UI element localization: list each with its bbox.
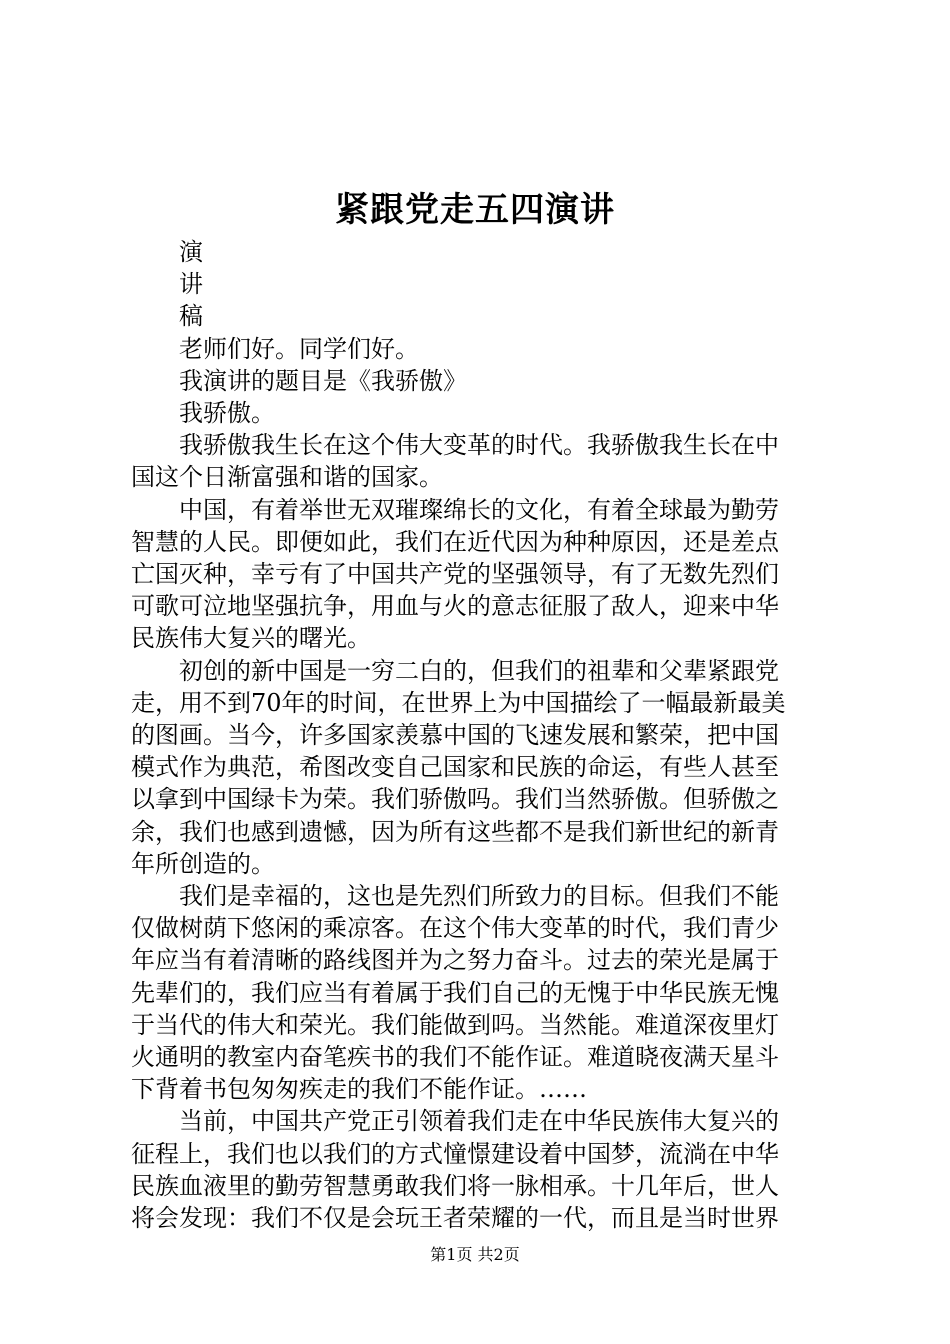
text-line: 我演讲的题目是《我骄傲》: [179, 366, 467, 395]
paragraph-era: [131, 429, 831, 493]
text-line: 我骄傲。: [179, 399, 275, 428]
paragraph-china: [131, 494, 831, 655]
text-line: 走，用不到70年的时间，在世界上为中国描绘了一幅最新最美: [131, 688, 786, 717]
text-line: 民族血液里的勤劳智慧勇敢我们将一脉相承。十几年后，世人: [131, 1171, 779, 1200]
text-line: 讲: [179, 270, 203, 299]
text-line: 年应当有着清晰的路线图并为之努力奋斗。过去的荣光是属于: [131, 946, 779, 975]
text-line: 于当代的伟大和荣光。我们能做到吗。当然能。难道深夜里灯: [131, 1010, 779, 1039]
text-line: 我骄傲我生长在这个伟大变革的时代。我骄傲我生长在中: [179, 431, 779, 460]
text-line: 仅做树荫下悠闲的乘凉客。在这个伟大变革的时代，我们青少: [131, 914, 779, 943]
text-line: 下背着书包匆匆疾走的我们不能作证。……: [131, 1075, 587, 1104]
text-line: 可歌可泣地坚强抗争，用血与火的意志征服了敌人，迎来中华: [131, 592, 779, 621]
text-line: 我们是幸福的，这也是先烈们所致力的目标。但我们不能: [179, 882, 779, 911]
greeting-paragraph: [131, 333, 831, 365]
text-line: 老师们好。同学们好。: [179, 334, 419, 363]
paragraph-new-china: [131, 655, 831, 880]
text-line: 亡国灭种，幸亏有了中国共产党的坚强领导，有了无数先烈们: [131, 560, 779, 589]
page-title: 紧跟党走五四演讲: [335, 190, 615, 230]
paragraph-1: [131, 236, 831, 268]
paragraph-2: [131, 268, 831, 300]
text-line: 初创的新中国是一穷二白的，但我们的祖辈和父辈紧跟党: [179, 656, 779, 685]
paragraph-3: [131, 300, 831, 332]
text-line: 演: [179, 238, 203, 266]
topic-paragraph: [131, 365, 831, 397]
text-line: 模式作为典范，希图改变自己国家和民族的命运，有些人甚至: [131, 753, 779, 782]
paragraph-proud: [131, 397, 831, 429]
text-line: 年所创造的。: [131, 849, 275, 878]
text-line: 先辈们的，我们应当有着属于我们自己的无愧于中华民族无愧: [131, 978, 779, 1007]
text-line: 的图画。当今，许多国家羡慕中国的飞速发展和繁荣，把中国: [131, 721, 779, 750]
text-line: 国这个日渐富强和谐的国家。: [131, 463, 443, 492]
text-line: 余，我们也感到遗憾，因为所有这些都不是我们新世纪的新青: [131, 817, 779, 846]
text-line: 民族伟大复兴的曙光。: [131, 624, 371, 653]
page-number-footer: 第1页 共2页: [430, 1245, 520, 1264]
paragraph-happiness: [131, 880, 831, 1105]
text-line: 智慧的人民。即便如此，我们在近代因为种种原因，还是差点: [131, 527, 779, 556]
paragraph-present: [131, 1105, 831, 1234]
text-line: 当前，中国共产党正引领着我们走在中华民族伟大复兴的: [179, 1107, 779, 1136]
text-line: 将会发现：我们不仅是会玩王者荣耀的一代，而且是当时世界: [131, 1204, 779, 1233]
text-line: 征程上，我们也以我们的方式憧憬建设着中国梦，流淌在中华: [131, 1139, 779, 1168]
text-line: 中国，有着举世无双璀璨绵长的文化，有着全球最为勤劳: [179, 495, 779, 524]
text-line: 稿: [179, 302, 203, 331]
text-line: 以拿到中国绿卡为荣。我们骄傲吗。我们当然骄傲。但骄傲之: [131, 785, 779, 814]
text-line: 火通明的教室内奋笔疾书的我们不能作证。难道晓夜满天星斗: [131, 1043, 779, 1072]
document-body: [131, 236, 831, 1234]
